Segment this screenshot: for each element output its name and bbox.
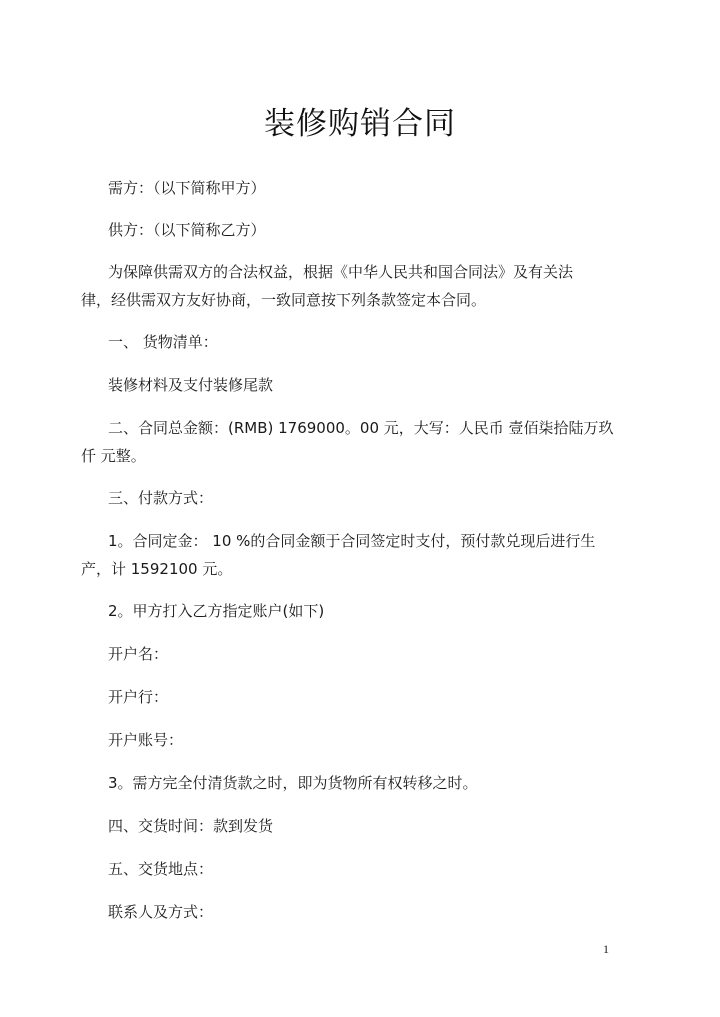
ownership-text: 3。需方完全付清货款之时，即为货物所有权转移之时。 [108,774,478,792]
account-bank-line [108,687,168,707]
ownership-line [108,773,478,793]
delivery-time-text: 四、交货时间：款到发货 [108,817,274,835]
buyer-text: 需方：（以下简称甲方） [108,179,266,197]
account-name-label: 开户名： [108,645,169,663]
contact-text: 联系人及方式： [108,903,214,921]
deposit-line2: 产，计 1592100 元。 [81,560,233,578]
seller-text: 供方：（以下简称乙方） [108,221,266,239]
preamble-paragraph [81,262,574,310]
delivery-place-text: 五、交货地点： [108,860,214,878]
deposit-paragraph [81,531,596,579]
total-amount-paragraph [81,418,614,466]
payment-heading [108,488,213,508]
contact-line [108,902,213,922]
total-amount-line2: 仟 元整。 [81,447,146,465]
transfer-line [108,601,324,621]
goods-item-text: 装修材料及支付装修尾款 [108,376,274,394]
buyer-line [108,178,266,198]
delivery-time-line [108,816,273,836]
preamble-line1: 为保障供需双方的合法权益，根据《中华人民共和国合同法》及有关法 [108,263,574,281]
page-number: 1 [603,942,609,956]
delivery-place-line [108,859,213,879]
document-title: 装修购销合同 [264,106,456,142]
preamble-line2: 律，经供需双方友好协商，一致同意按下列条款签定本合同。 [81,291,487,309]
payment-heading-text: 三、付款方式： [108,489,214,507]
account-bank-label: 开户行： [108,688,169,706]
account-name-line [108,644,168,664]
total-amount-line1: 二、合同总金额：(RMB) 1769000。00 元，大写：人民币 壹佰柒拾陆万玖 [108,419,614,437]
account-number-line [108,730,183,750]
goods-item [108,375,273,395]
account-number-label: 开户账号： [108,731,184,749]
goods-heading-text: 一、 货物清单： [108,333,218,351]
transfer-text: 2。甲方打入乙方指定账户(如下) [108,602,325,620]
seller-line [108,220,266,240]
deposit-line1: 1。合同定金： 10 %的合同金额于合同签定时支付，预付款兑现后进行生 [108,532,596,550]
goods-heading [108,332,218,352]
